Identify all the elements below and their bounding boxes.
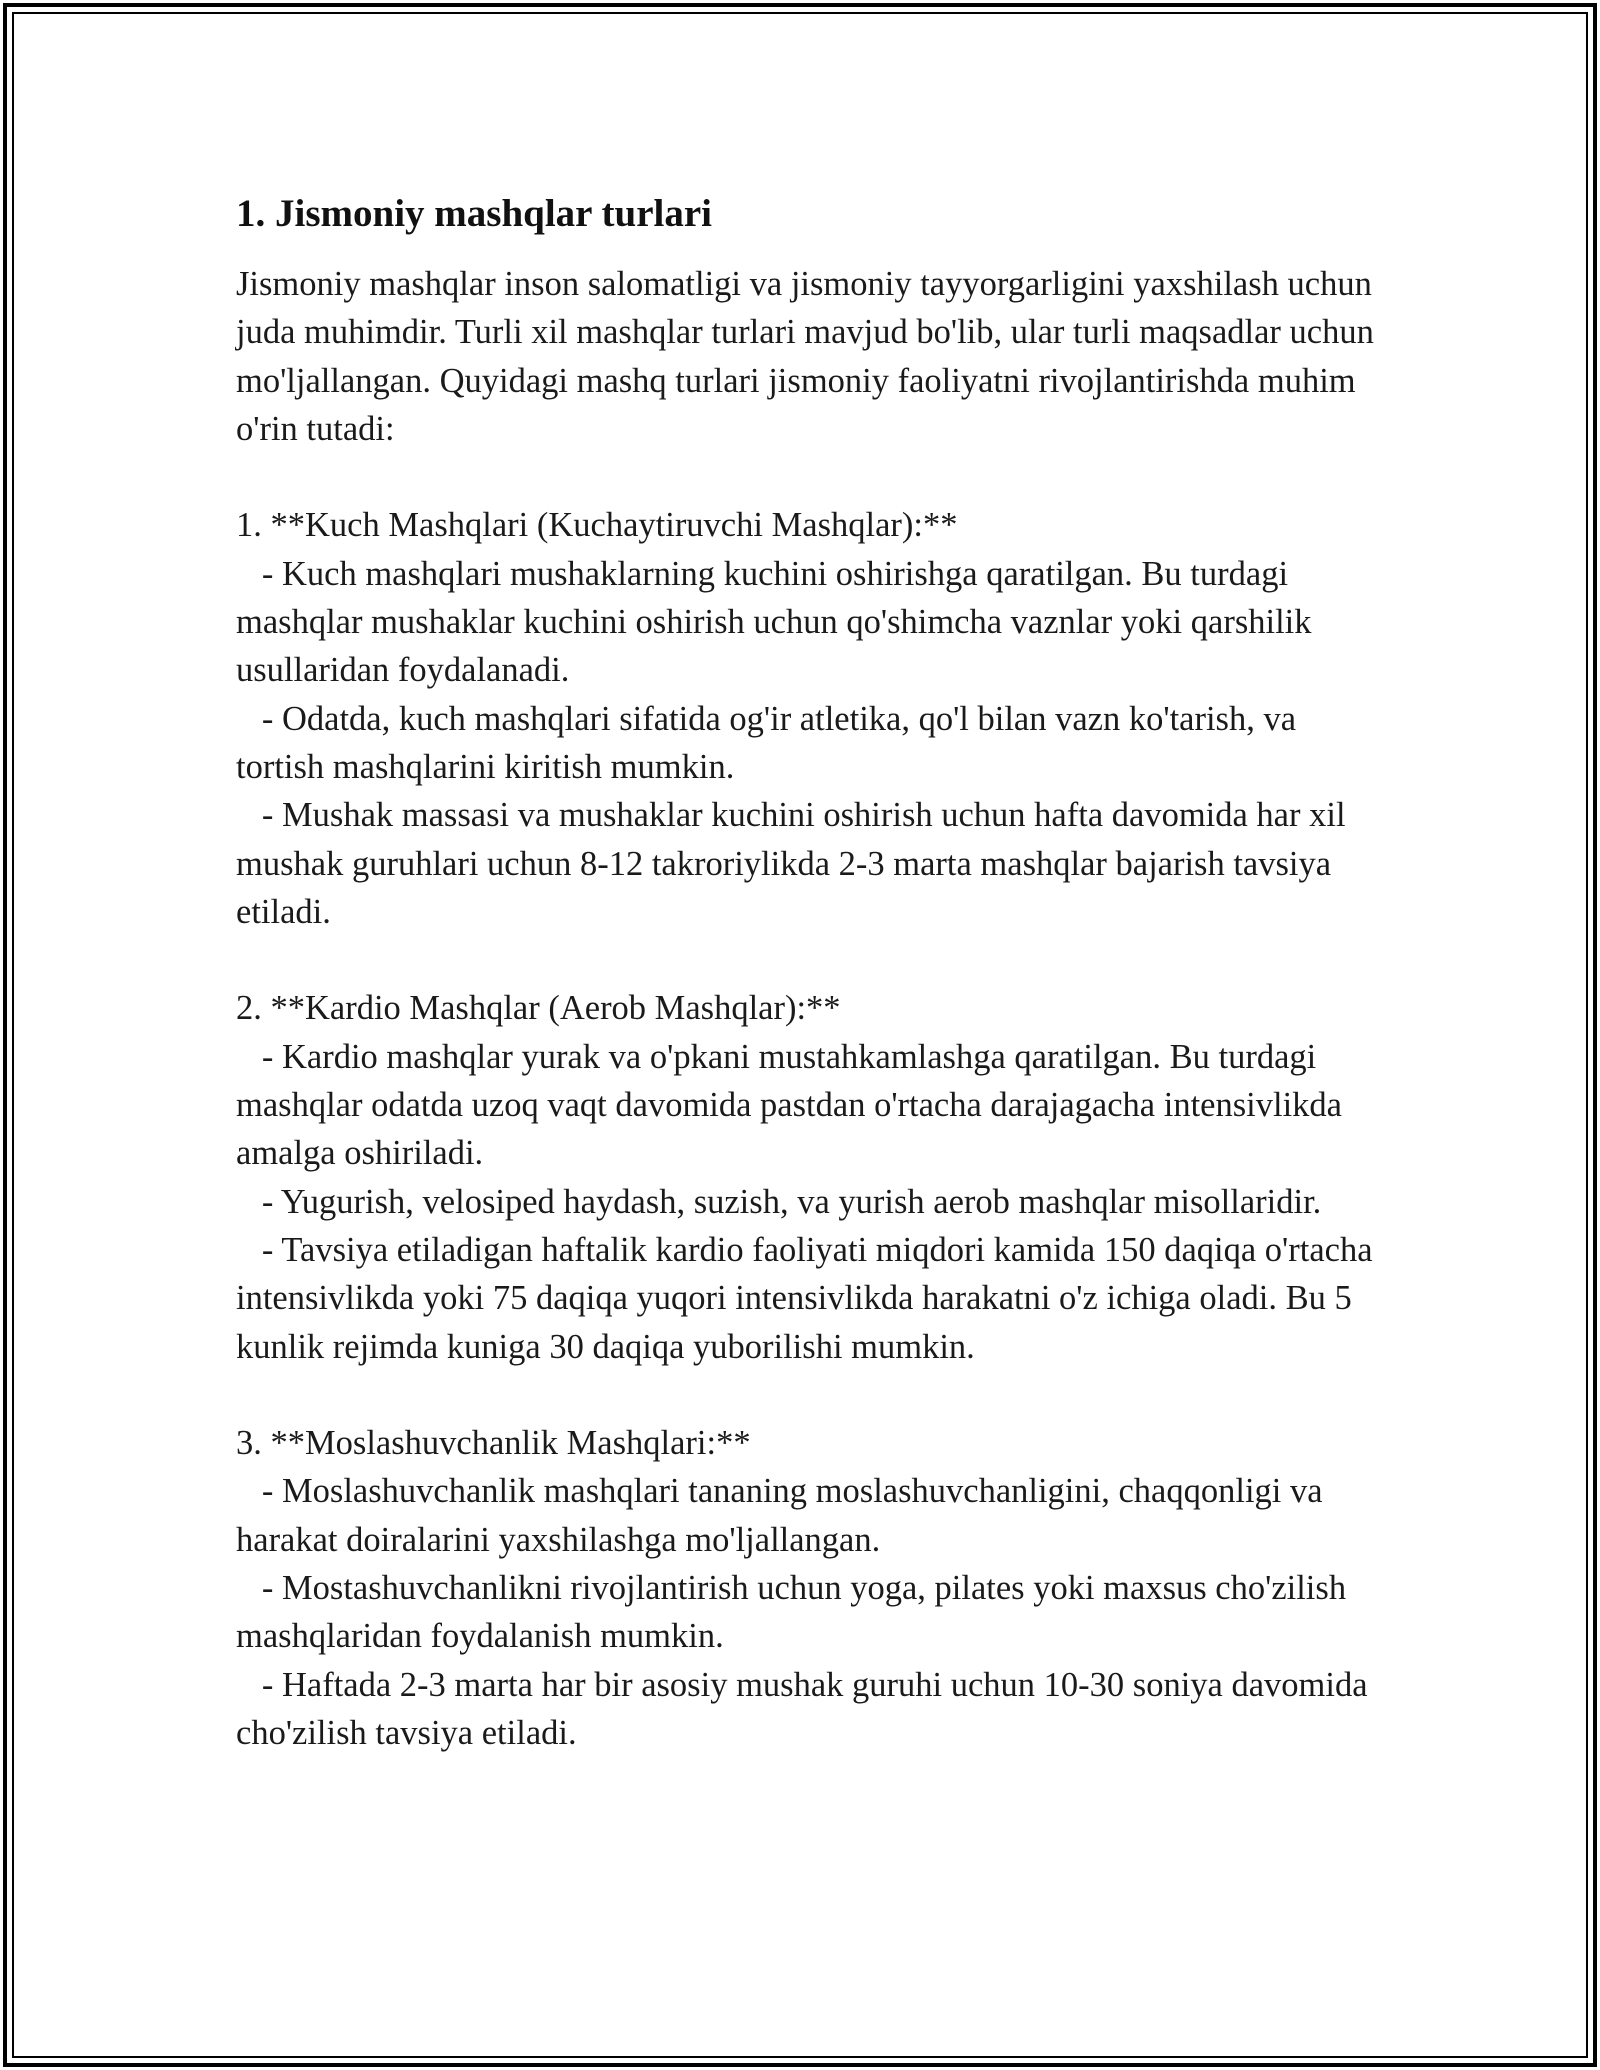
section-strength [236, 501, 1376, 936]
section-point: - Kardio mashqlar yurak va o'pkani mustahkamlashga qaratilgan. Bu turdagi mashqlar odatda uzoq vaqt davomida pastdan o'rtacha darajagacha intensivlikda amalga oshiriladi. [236, 1037, 1351, 1173]
document-body [236, 186, 1382, 1757]
section-point: - Mushak massasi va mushaklar kuchini oshirish uchun hafta davomida har xil mushak guruhlari uchun 8-12 takroriylikda 2-3 marta mashqlar bajarish tavsiya etiladi. [236, 796, 1355, 931]
section-point: - Kuch mashqlari mushaklarning kuchini oshirishga qaratilgan. Bu turdagi mashqlar mushaklar kuchini oshirish uchun qo'shimcha vaznlar yoki qarshilik usullaridan foydalanadi. [236, 554, 1321, 690]
section-point: - Tavsiya etiladigan haftalik kardio faoliyati miqdori kamida 150 daqiqa o'rtacha intensivlikda yoki 75 daqiqa yuqori intensivlikda harakatni o'z ichiga oladi. Bu 5 kunlik rejimda kuniga 30 daqiqa yuborilishi mumkin. [236, 1230, 1382, 1366]
section-point: - Odatda, kuch mashqlari sifatida og'ir atletika, qo'l bilan vazn ko'tarish, va tortish mashqlarini kiritish mumkin. [236, 699, 1305, 786]
section-heading: 1. **Kuch Mashqlari (Kuchaytiruvchi Mashqlar):** [236, 506, 958, 545]
section-point: - Haftada 2-3 marta har bir asosiy mushak guruhi uchun 10-30 soniya davomida cho'zilish tavsiya etiladi. [236, 1665, 1377, 1752]
section-point: - Moslashuvchanlik mashqlari tananing moslashuvchanligini, chaqqonligi va harakat doiralarini yaxshilashga mo'ljallangan. [236, 1472, 1332, 1559]
section-heading: 2. **Kardio Mashqlar (Aerob Mashqlar):** [236, 989, 841, 1028]
document-title: 1. Jismoniy mashqlar turlari [236, 192, 712, 235]
section-point: - Mostashuvchanlikni rivojlantirish uchun yoga, pilates yoki maxsus cho'zilish mashqlaridan foydalanish mumkin. [236, 1569, 1355, 1656]
intro-paragraph: Jismoniy mashqlar inson salomatligi va jismoniy tayyorgarligini yaxshilash uchun juda muhimdir. Turli xil mashqlar turlari mavjud bo'lib, ular turli maqsadlar uchun mo'ljallangan. Quyidagi mashq turlari jismoniy faoliyatni rivojlantirishda muhim o'rin tutadi: [236, 265, 1374, 448]
section-heading: 3. **Moslashuvchanlik Mashqlari:** [236, 1424, 751, 1463]
section-cardio [236, 984, 1382, 1370]
section-point: - Yugurish, velosiped haydash, suzish, va yurish aerob mashqlar misollaridir. [236, 1182, 1322, 1221]
section-flexibility [236, 1419, 1376, 1757]
